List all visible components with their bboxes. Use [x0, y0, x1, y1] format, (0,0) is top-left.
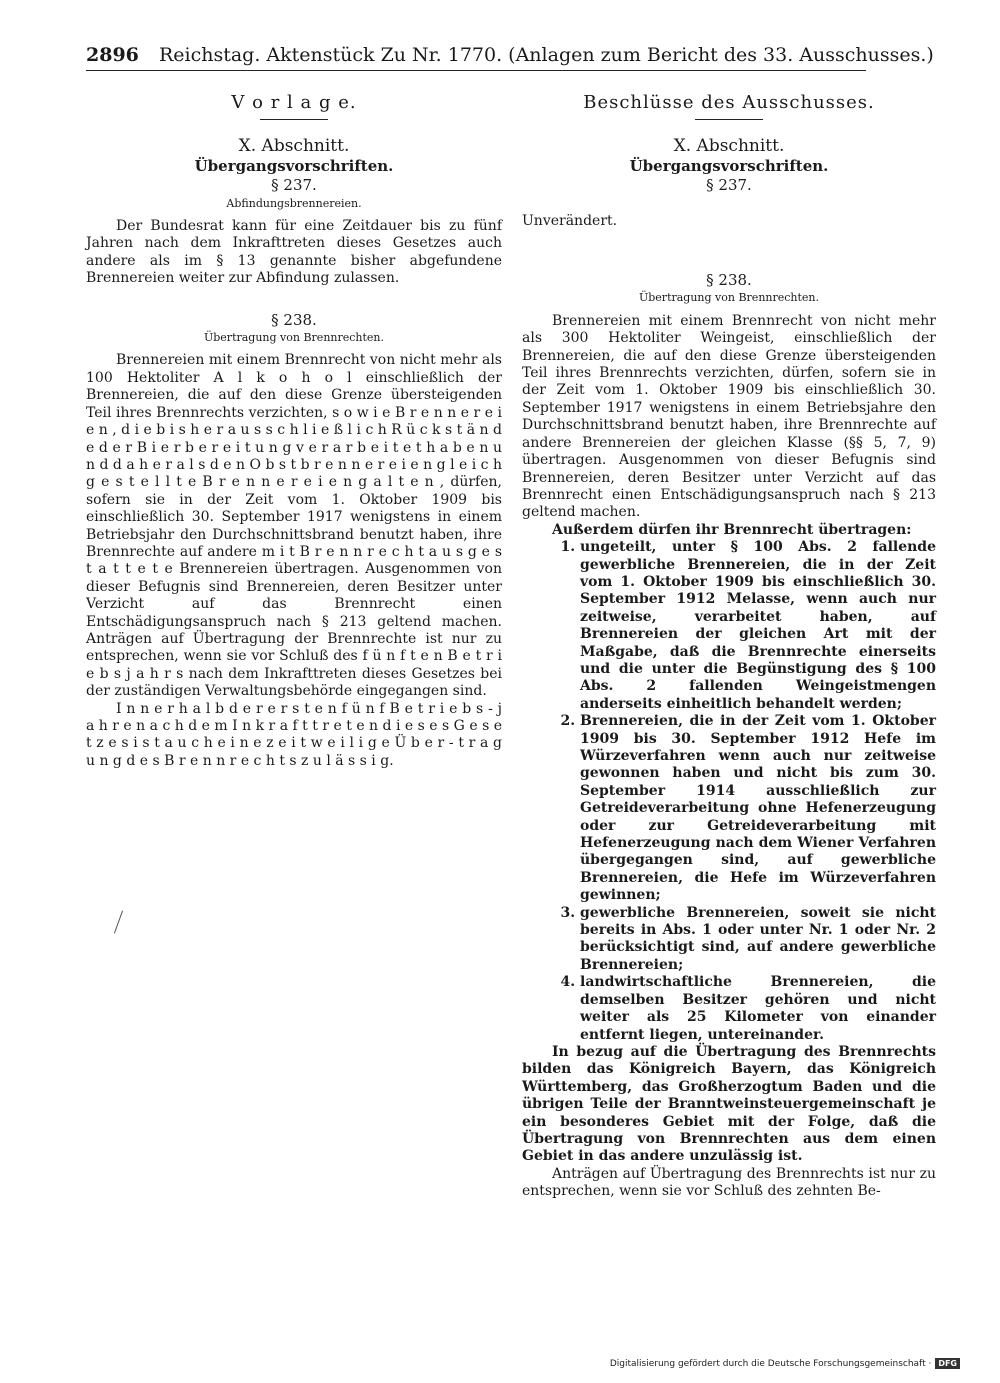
paragraph-number-237: § 237.	[706, 176, 752, 195]
scan-mark	[114, 911, 123, 934]
section-title: X. Abschnitt.	[673, 136, 785, 157]
header-title: Reichstag. Aktenstück Zu Nr. 1770. (Anlagen zum Bericht des 33. Ausschusses.)	[158, 44, 934, 66]
list-item: 1. ungeteilt, unter § 100 Abs. 2 fallende gewerbliche Brennereien, die in der Zeit vom 1. Oktober 1909 bis einschließlich 30. September 1912 Melasse, wenn auch nur zeitweise, verarbeitet haben, auf Brennereien der gleichen Art mit der Maßgabe, daß die Brennrechte einerseits und die unter die Begünstigung des § 100 Abs. 2 fallenden Weingeistmengen anderseits einheitlich behandelt werden;	[580, 539, 936, 713]
page-header	[86, 44, 934, 71]
list-item: 2. Brennereien, die in der Zeit vom 1. Oktober 1909 bis 30. September 1912 Hefe im Würzeverfahren wenn auch nur zeitweise gewonnen haben und nicht bis zum 30. September 1914 ausschließlich zur Getreideverarbeitung ohne Hefenerzeugung oder zur Getreideverarbeitung mit Hefenerzeugung nach dem Wiener Verfahren übergegangen sind, auf gewerbliche Brennereien, die Hefe im Würzeverfahren gewinnen;	[580, 713, 936, 904]
page-number: 2896	[86, 44, 139, 66]
paragraph-text-238-applications: Anträgen auf Übertragung des Brennrechts ist nur zu entsprechen, wenn sie vor Schluß des zehnten Be-	[522, 1165, 936, 1200]
section-subtitle: Übergangsvorschriften.	[629, 156, 829, 175]
title-rule	[260, 119, 328, 120]
section-subtitle: Übergangsvorschriften.	[194, 156, 394, 175]
right-column-committee	[522, 92, 936, 1201]
paragraph-heading-237: Abfindungsbrennereien.	[226, 196, 362, 210]
paragraph-text-237: Der Bundesrat kann für eine Zeitdauer bis zu fünf Jahren nach dem Inkrafttreten dieses Gesetzes auch andere als im § 13 genannte bisher abgefundene Brennereien weiter zur Abfindung zulassen.	[86, 218, 502, 287]
column-title-vorlage: V o r l a g e.	[231, 92, 357, 113]
paragraph-heading-238: Übertragung von Brennrechten.	[203, 331, 385, 345]
digitization-footer	[610, 1358, 960, 1369]
paragraph-heading-238: Übertragung von Brennrechten.	[638, 291, 820, 305]
dfg-logo-icon: DFG	[935, 1358, 960, 1369]
list-item: 3. gewerbliche Brennereien, soweit sie nicht bereits in Abs. 1 oder unter Nr. 1 oder Nr. 2 berücksichtigt sind, auf andere gewerbliche Brennereien;	[580, 905, 936, 975]
paragraph-number-238: § 238.	[271, 310, 317, 329]
footer-text: Digitalisierung gefördert durch die Deutsche Forschungsgemeinschaft ·	[609, 1358, 932, 1369]
section-title: X. Abschnitt.	[238, 136, 350, 157]
paragraph-text-238-main: Brennereien mit einem Brennrecht von nicht mehr als 300 Hektoliter Weingeist, einschließlich der Brennereien, die auf den diese Grenze übersteigenden Teil ihres Brennrechts verzichten, dürfen, sofern sie in der Zeit vom 1. Oktober 1909 bis einschließlich 30. September 1917 wenigstens in einem Betriebsjahre den Durchschnittsbrand benutzt haben, ihre Brennrechte auf andere Brennereien der gleichen Klasse (§§ 5, 7, 9) übertragen. Ausgenommen von dieser Befugnis sind Brennereien, deren Besitzer unter Verzicht auf das Brennrecht einen Entschädigungsanspruch nach § 213 geltend machen.	[522, 312, 936, 521]
paragraph-text-237: Unverändert.	[522, 212, 618, 229]
paragraph-number-238: § 238.	[706, 271, 752, 290]
column-title-beschluesse: Beschlüsse des Ausschusses.	[583, 92, 875, 113]
paragraph-text-238-main: Brennereien mit einem Brennrecht von nicht mehr als 100 Hektoliter A l k o h o l einschließlich der Brennereien, die auf den diese Grenze übersteigenden Teil ihres Brennrechts verzichten, s o w i e B r e n n e r e i e n , d i e b i s h e r a u s s c h l i e ß l i c h R ü c k s t ä n d e d e r B i e r b e r e i t u n g v e r a r b e i t e t h a b e n u n d d a h e r a l s d e n O b s t b r e n n e r e i e n g l e i c h g e s t e l l t e B r e n n e r e i e n g a l t e n , dürfen, sofern sie in der Zeit vom 1. Oktober 1909 bis einschließlich 30. September 1917 wenigstens in einem Betriebsjahr den Durchschnittsbrand benutzt haben, ihre Brennrechte auf andere m i t B r e n n r e c h t a u s g e s t a t t e t e Brennereien übertragen. Ausgenommen von dieser Befugnis sind Brennereien, deren Besitzer unter Verzicht auf das Brennrecht einen Entschädigungsanspruch nach § 213 geltend machen. Anträgen auf Übertragung der Brennrechte ist nur zu entsprechen, wenn sie vor Schluß des f ü n f t e n B e t r i e b s j a h r s nach dem Inkrafttreten dieses Gesetzes bei der zuständigen Verwaltungsbehörde eingegangen sind.	[86, 352, 502, 700]
list-item: 4. landwirtschaftliche Brennereien, die demselben Besitzer gehören und nicht weiter als 25 Kilometer von einander entfernt liegen, untereinander.	[580, 974, 936, 1044]
paragraph-text-238-territories: In bezug auf die Übertragung des Brennrechts bilden das Königreich Bayern, das Königreich Württemberg, das Großherzogtum Baden und die übrigen Teile der Branntweinsteuergemeinschaft je ein besonderes Gebiet mit der Folge, daß die Übertragung von Brennrechten aus dem einen Gebiet in das andere unzulässig ist.	[522, 1043, 936, 1165]
title-rule	[695, 119, 763, 120]
paragraph-number-237: § 237.	[271, 176, 317, 195]
left-column-proposal	[86, 92, 502, 770]
paragraph-lead-238: Außerdem dürfen ihr Brennrecht übertragen:	[552, 521, 912, 538]
transfer-list	[522, 539, 936, 1044]
paragraph-text-238-transfer: I n n e r h a l b d e r e r s t e n f ü n f B e t r i e b s - j a h r e n a c h d e m I n k r a f t t r e t e n d i e s e s G e s e t z e s i s t a u c h e i n e z e i t w e i l i g e Ü b e r - t r a g u n g d e s B r e n n r e c h t s z u l ä s s i g.	[86, 700, 502, 769]
